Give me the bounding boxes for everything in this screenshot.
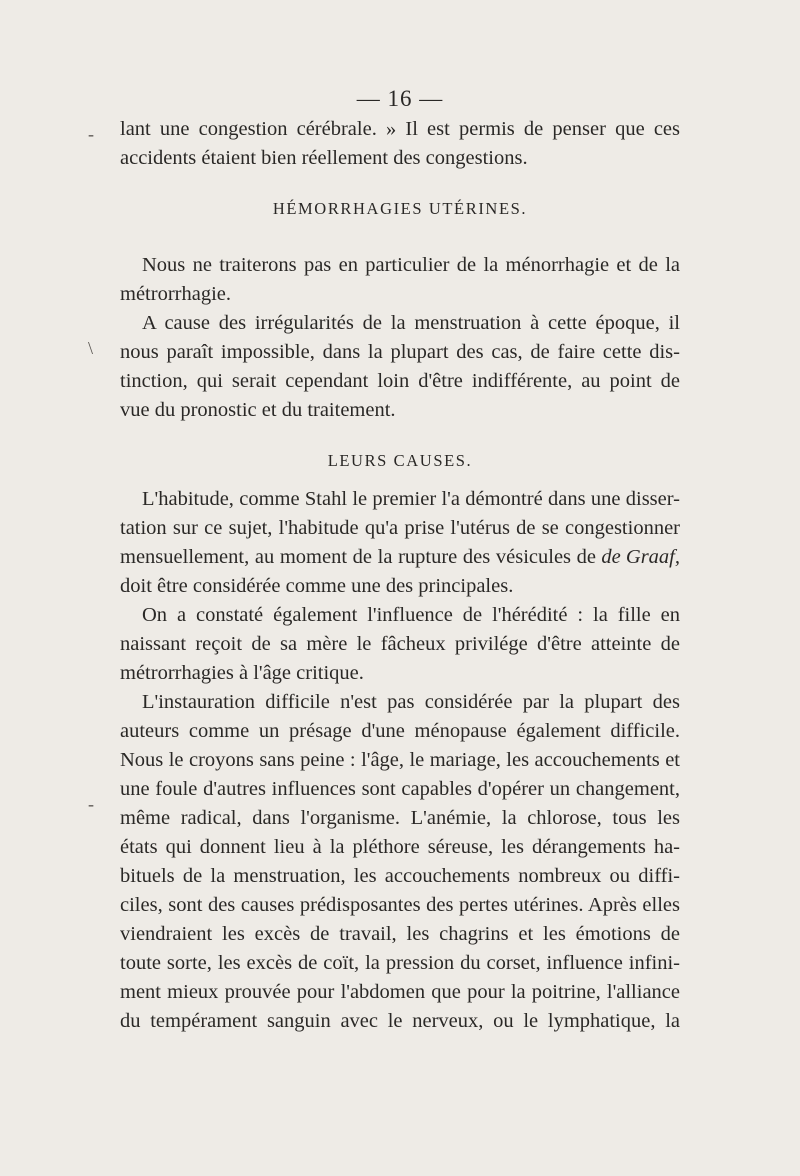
margin-mark: \ <box>88 338 94 358</box>
text-line: doit être considérée comme une des principales. <box>120 575 514 597</box>
text-line: métrorrhagies à l'âge critique. <box>120 662 364 684</box>
text-line <box>120 543 680 571</box>
text-line: toute sorte, les excès de coït, la pression du corset, influence infini- <box>120 952 680 974</box>
text-line: A cause des irrégularités de la menstruation à cette époque, il <box>142 312 680 334</box>
text-line: accidents étaient bien réellement des congestions. <box>120 147 528 169</box>
text-line: lant une congestion cérébrale. » Il est permis de penser que ces <box>120 118 680 140</box>
section-heading-hemorrhagies: HÉMORRHAGIES UTÉRINES. <box>272 199 528 218</box>
text-line: On a constaté également l'influence de l'hérédité : la fille en <box>142 604 680 626</box>
text-line: L'instauration difficile n'est pas considérée par la plupart des <box>142 691 680 713</box>
section-heading-causes: LEURS CAUSES. <box>327 451 473 470</box>
text-line: bituels de la menstruation, les accouchements nombreux ou diffi- <box>120 865 680 887</box>
italic-name: de Graaf, <box>601 546 680 568</box>
text-line: tation sur ce sujet, l'habitude qu'a prise l'utérus de se congestionner <box>120 517 680 539</box>
text-line: même radical, dans l'organisme. L'anémie, la chlorose, tous les <box>120 807 680 829</box>
text-line: viendraient les excès de travail, les chagrins et les émotions de <box>120 923 680 945</box>
text-line: ciles, sont des causes prédisposantes des pertes utérines. Après elles <box>120 894 680 916</box>
text-line: tinction, qui serait cependant loin d'être indifférente, au point de <box>120 370 680 392</box>
text-line: une foule d'autres influences sont capables d'opérer un changement, <box>120 778 680 800</box>
text-line: métrorrhagie. <box>120 283 231 305</box>
text-fragment: mensuellement, au moment de la rupture des vésicules de <box>120 546 596 568</box>
text-line: auteurs comme un présage d'une ménopause également difficile. <box>120 720 680 742</box>
text-line: vue du pronostic et du traitement. <box>120 399 396 421</box>
text-line: Nous ne traiterons pas en particulier de la ménorrhagie et de la <box>142 254 680 276</box>
text-line: L'habitude, comme Stahl le premier l'a démontré dans une disser- <box>142 488 680 510</box>
text-line: nous paraît impossible, dans la plupart des cas, de faire cette dis- <box>120 341 680 363</box>
text-line: états qui donnent lieu à la pléthore séreuse, les dérangements ha- <box>120 836 680 858</box>
margin-mark: - <box>88 794 94 814</box>
page-number-header: — 16 — <box>356 86 444 111</box>
margin-mark: - <box>88 124 94 144</box>
text-line: Nous le croyons sans peine : l'âge, le mariage, les accouchements et <box>120 749 680 771</box>
text-line: du tempérament sanguin avec le nerveux, ou le lymphatique, la <box>120 1010 680 1032</box>
text-line: ment mieux prouvée pour l'abdomen que pour la poitrine, l'alliance <box>120 981 680 1003</box>
text-line: naissant reçoit de sa mère le fâcheux privilége d'être atteinte de <box>120 633 680 655</box>
